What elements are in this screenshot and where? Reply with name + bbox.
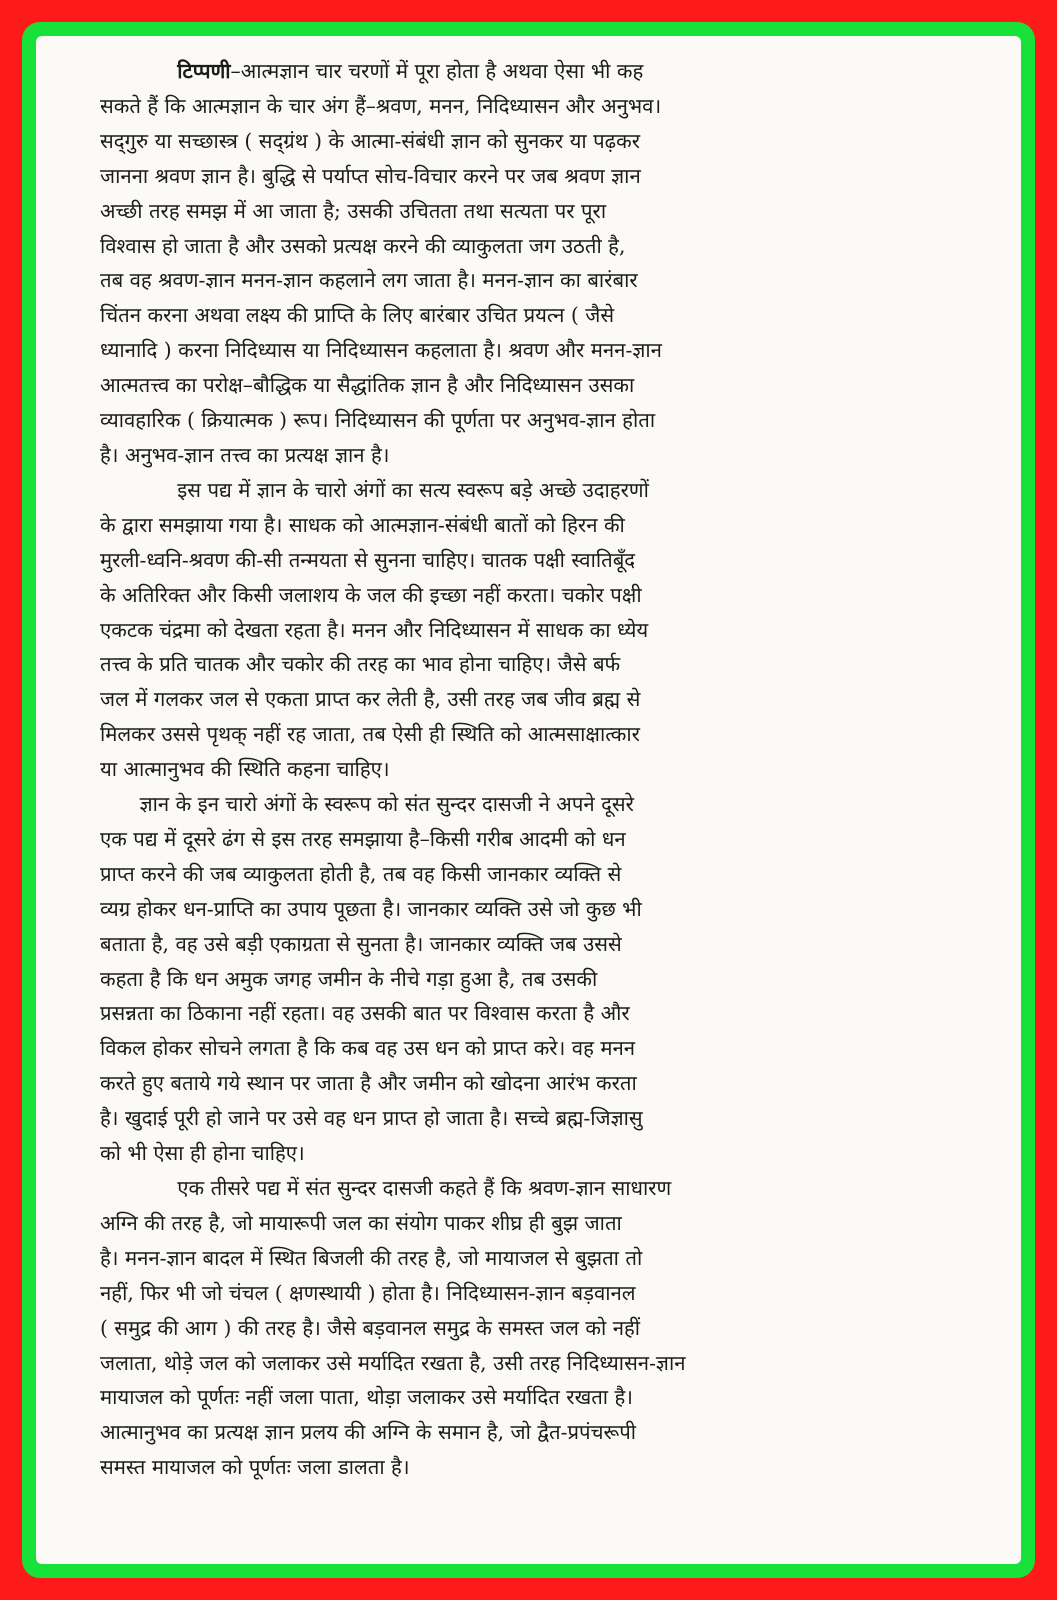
scanned-page xyxy=(36,36,1021,1564)
line-text: एक पद्य में दूसरे ढंग से इस तरह समझाया है–किसी गरीब आदमी को धन xyxy=(100,826,626,851)
text-line xyxy=(100,543,972,578)
line-text: आत्मानुभव का प्रत्यक्ष ज्ञान प्रलय की अग्नि के समान है, जो द्वैत-प्रपंचरूपी xyxy=(100,1420,637,1445)
line-text: अच्छी तरह समझ में आ जाता है; उसकी उचितता तथा सत्यता पर पूरा xyxy=(100,198,607,223)
text-line xyxy=(100,438,972,473)
text-line xyxy=(100,1415,972,1450)
text-line xyxy=(100,473,972,508)
text-line xyxy=(100,1311,972,1346)
text-line xyxy=(100,1450,972,1485)
text-line xyxy=(100,892,972,927)
page-text-column xyxy=(100,54,980,1485)
line-text: जलाता, थोड़े जल को जलाकर उसे मर्यादित रखता है, उसी तरह निदिध्यासन-ज्ञान xyxy=(100,1350,686,1375)
text-line xyxy=(100,857,972,892)
line-text: है। मनन-ज्ञान बादल में स्थित बिजली की तरह है, जो मायाजल से बुझता तो xyxy=(100,1245,643,1270)
line-text: सकते हैं कि आत्मज्ञान के चार अंग हैं–श्रवण, मनन, निदिध्यासन और अनुभव। xyxy=(100,93,662,118)
text-line xyxy=(100,229,972,264)
text-line xyxy=(100,1346,972,1381)
text-line xyxy=(100,54,972,89)
note-label: टिप्पणी xyxy=(177,59,231,83)
text-line xyxy=(100,508,972,543)
line-text: विश्वास हो जाता है और उसको प्रत्यक्ष करने की व्याकुलता जग उठती है, xyxy=(100,233,626,258)
line-text: जल में गलकर जल से एकता प्राप्त कर लेती है, उसी तरह जब जीव ब्रह्म से xyxy=(100,687,641,712)
line-text: मुरली-ध्वनि-श्रवण की-सी तन्मयता से सुनना चाहिए। चातक पक्षी स्वातिबूँद xyxy=(100,547,636,572)
text-line xyxy=(100,403,972,438)
line-text: को भी ऐसा ही होना चाहिए। xyxy=(100,1141,305,1166)
line-text: विकल होकर सोचने लगता है कि कब वह उस धन को प्राप्त करे। वह मनन xyxy=(100,1036,636,1061)
line-text: नहीं, फिर भी जो चंचल ( क्षणस्थायी ) होता है। निदिध्यासन-ज्ञान बड़वानल xyxy=(100,1280,636,1305)
line-text: व्यग्र होकर धन-प्राप्ति का उपाय पूछता है। जानकार व्यक्ति उसे जो कुछ भी xyxy=(100,896,642,921)
line-text: ध्यानादि ) करना निदिध्यास या निदिध्यासन कहलाता है। श्रवण और मनन-ज्ञान xyxy=(100,338,662,363)
line-text: बताता है, वह उसे बड़ी एकाग्रता से सुनता है। जानकार व्यक्ति जब उससे xyxy=(100,931,622,956)
paragraph-4 xyxy=(100,1171,980,1485)
text-line xyxy=(100,1276,972,1311)
text-line xyxy=(100,962,972,997)
text-line xyxy=(100,927,972,962)
line-text: सद्‌गुरु या सच्छास्त्र ( सद्‌ग्रंथ ) के आत्मा-संबंधी ज्ञान को सुनकर या पढ़कर xyxy=(100,128,641,153)
text-line xyxy=(100,1241,972,1276)
line-text: कहता है कि धन अमुक जगह जमीन के नीचे गड़ा हुआ है, तब उसकी xyxy=(100,966,598,991)
line-text: प्रसन्नता का ठिकाना नहीं रहता। वह उसकी बात पर विश्वास करता है और xyxy=(100,1001,630,1026)
paragraph-2 xyxy=(100,473,980,787)
text-line xyxy=(100,368,972,403)
line-text: इस पद्य में ज्ञान के चारो अंगों का सत्य स्वरूप बड़े अच्छे उदाहरणों xyxy=(177,477,649,502)
text-line xyxy=(100,613,972,648)
line-text: के अतिरिक्त और किसी जलाशय के जल की इच्छा नहीं करता। चकोर पक्षी xyxy=(100,582,642,607)
line-text: या आत्मानुभव की स्थिति कहना चाहिए। xyxy=(100,757,390,782)
text-line xyxy=(100,1206,972,1241)
text-line xyxy=(100,263,972,298)
line-text: व्यावहारिक ( क्रियात्मक ) रूप। निदिध्यासन की पूर्णता पर अनुभव-ज्ञान होता xyxy=(100,408,656,433)
text-line xyxy=(100,1031,972,1066)
text-line xyxy=(100,1101,972,1136)
line-text: तत्त्व के प्रति चातक और चकोर की तरह का भाव होना चाहिए। जैसे बर्फ xyxy=(100,652,621,677)
line-text: चिंतन करना अथवा लक्ष्य की प्राप्ति के लिए बारंबार उचित प्रयत्न ( जैसे xyxy=(100,303,615,328)
line-text: तब वह श्रवण-ज्ञान मनन-ज्ञान कहलाने लग जाता है। मनन-ज्ञान का बारंबार xyxy=(100,268,638,293)
text-line xyxy=(100,647,972,682)
text-line xyxy=(100,787,972,822)
line-text: मायाजल को पूर्णतः नहीं जला पाता, थोड़ा जलाकर उसे मर्यादित रखता है। xyxy=(100,1385,633,1410)
line-text: ( समुद्र की आग ) की तरह है। जैसे बड़वानल समुद्र के समस्त जल को नहीं xyxy=(100,1315,641,1340)
text-line xyxy=(100,996,972,1031)
line-text: है। खुदाई पूरी हो जाने पर उसे वह धन प्राप्त हो जाता है। सच्चे ब्रह्म-जिज्ञासु xyxy=(100,1106,643,1131)
text-line xyxy=(100,124,972,159)
line-text: के द्वारा समझाया गया है। साधक को आत्मज्ञान-संबंधी बातों को हिरन की xyxy=(100,512,625,537)
line-text: है। अनुभव-ज्ञान तत्त्व का प्रत्यक्ष ज्ञान है। xyxy=(100,442,390,467)
paragraph-3 xyxy=(100,787,980,1171)
text-line xyxy=(100,333,972,368)
text-line xyxy=(100,298,972,333)
text-line xyxy=(100,822,972,857)
line-text: एकटक चंद्रमा को देखता रहता है। मनन और निदिध्यासन में साधक का ध्येय xyxy=(100,617,649,642)
text-line xyxy=(100,752,972,787)
text-line xyxy=(100,717,972,752)
line-text: मिलकर उससे पृथक् नहीं रह जाता, तब ऐसी ही स्थिति को आत्मसाक्षात्कार xyxy=(100,722,640,747)
text-line xyxy=(100,194,972,229)
line-text: जानना श्रवण ज्ञान है। बुद्धि से पर्याप्त सोच-विचार करने पर जब श्रवण ज्ञान xyxy=(100,163,641,188)
line-text: आत्मतत्त्व का परोक्ष–बौद्धिक या सैद्धांतिक ज्ञान है और निदिध्यासन उसका xyxy=(100,373,635,398)
text-line xyxy=(100,682,972,717)
line-text: ज्ञान के इन चारो अंगों के स्वरूप को संत सुन्दर दासजी ने अपने दूसरे xyxy=(139,792,634,817)
text-line xyxy=(100,578,972,613)
line-text: समस्त मायाजल को पूर्णतः जला डालता है। xyxy=(100,1455,410,1480)
text-line xyxy=(100,1171,972,1206)
line-text: प्राप्त करने की जब व्याकुलता होती है, तब वह किसी जानकार व्यक्ति से xyxy=(100,861,622,886)
text-line xyxy=(100,1380,972,1415)
line-text: एक तीसरे पद्य में संत सुन्दर दासजी कहते हैं कि श्रवण-ज्ञान साधारण xyxy=(177,1176,672,1200)
paragraph-1 xyxy=(100,54,980,473)
text-line xyxy=(100,1066,972,1101)
text-line xyxy=(100,159,972,194)
line-text: –आत्मज्ञान चार चरणों में पूरा होता है अथवा ऐसा भी कह xyxy=(230,59,644,83)
line-text: अग्नि की तरह है, जो मायारूपी जल का संयोग पाकर शीघ्र ही बुझ जाता xyxy=(100,1210,622,1235)
line-text: करते हुए बताये गये स्थान पर जाता है और जमीन को खोदना आरंभ करता xyxy=(100,1071,637,1096)
text-line xyxy=(100,89,972,124)
text-line xyxy=(100,1136,972,1171)
